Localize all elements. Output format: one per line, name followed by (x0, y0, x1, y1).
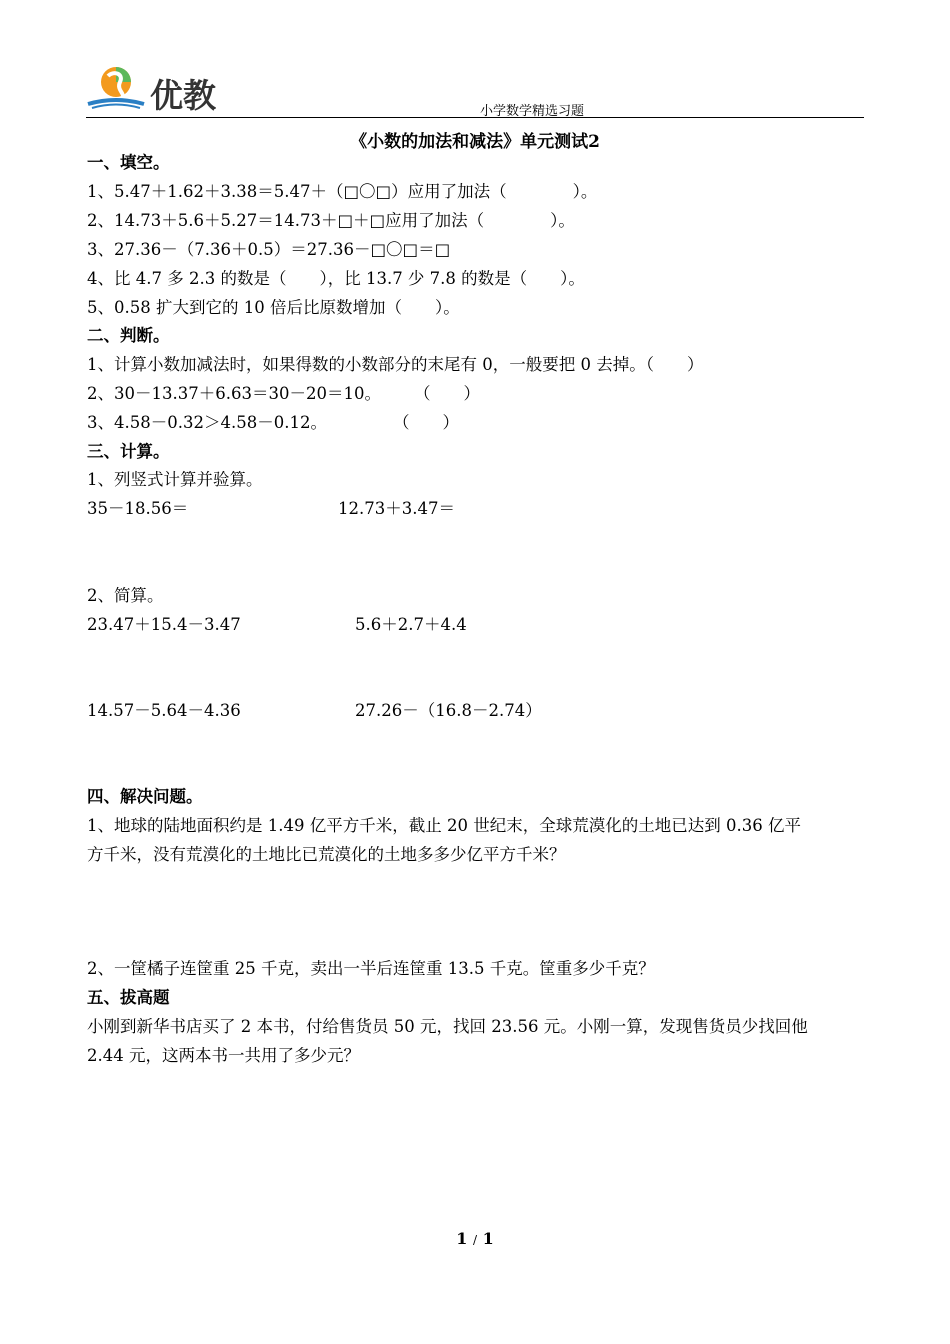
section-5-heading: 五、拔高题 (87, 988, 170, 1007)
page-separator: / (472, 1233, 478, 1247)
fill-item-1: 1、5.47＋1.62＋3.38＝5.47＋（□〇□）应用了加法（ ）。 (87, 182, 598, 201)
advanced-line-1: 小刚到新华书店买了 2 本书，付给售货员 50 元，找回 23.56 元。小刚一算，发现售货员少找回他 (87, 1017, 808, 1036)
problem-1-line-2: 方千米，没有荒漠化的土地比已荒漠化的土地多多少亿平方千米？ (87, 845, 566, 864)
fill-item-4: 4、比 4.7 多 2.3 的数是（ ），比 13.7 少 7.8 的数是（ ）。 (87, 269, 585, 288)
fill-item-2: 2、14.73＋5.6＋5.27＝14.73＋□＋□应用了加法（ ）。 (87, 211, 575, 230)
fill-item-3: 3、27.36－（7.36＋0.5）＝27.36－□〇□＝□ (87, 240, 451, 259)
section-4-heading: 四、解决问题。 (87, 787, 203, 806)
calc-sub-1: 1、列竖式计算并验算。 (87, 470, 263, 489)
calc-1-right: 12.73＋3.47＝ (338, 499, 455, 518)
page-current: 1 (456, 1229, 468, 1248)
calc-2-left: 23.47＋15.4－3.47 (87, 615, 241, 634)
page-number (0, 1229, 950, 1248)
calc-2-right: 5.6＋2.7＋4.4 (355, 615, 467, 634)
section-3-heading: 三、计算。 (87, 442, 170, 461)
header-divider (86, 117, 864, 118)
logo-text: 优教 (150, 76, 216, 115)
header-subtitle: 小学数学精选习题 (480, 104, 585, 119)
calc-sub-2: 2、简算。 (87, 586, 164, 605)
fill-item-5: 5、0.58 扩大到它的 10 倍后比原数增加（ ）。 (87, 298, 460, 317)
section-1-heading: 一、填空。 (87, 153, 170, 172)
judge-item-2: 2、30－13.37＋6.63＝30－20＝10。 （ ） (87, 384, 480, 403)
problem-2: 2、一筐橘子连筐重 25 千克，卖出一半后连筐重 13.5 千克。筐重多少千克？ (87, 959, 655, 978)
problem-1-line-1: 1、地球的陆地面积约是 1.49 亿平方千米，截止 20 世纪末，全球荒漠化的土地已达到 0.36 亿平 (87, 816, 801, 835)
page-title: 《小数的加法和减法》单元测试2 (350, 132, 600, 152)
judge-item-1: 1、计算小数加减法时，如果得数的小数部分的末尾有 0，一般要把 0 去掉。（ ） (87, 355, 704, 374)
calc-3-right: 27.26－（16.8－2.74） (355, 701, 542, 720)
page-total: 1 (482, 1229, 494, 1248)
section-2-heading: 二、判断。 (87, 326, 170, 345)
calc-1-left: 35－18.56＝ (87, 499, 189, 518)
calc-3-left: 14.57－5.64－4.36 (87, 701, 241, 720)
judge-item-3: 3、4.58－0.32＞4.58－0.12。 （ ） (87, 413, 459, 432)
advanced-line-2: 2.44 元，这两本书一共用了多少元？ (87, 1046, 360, 1065)
